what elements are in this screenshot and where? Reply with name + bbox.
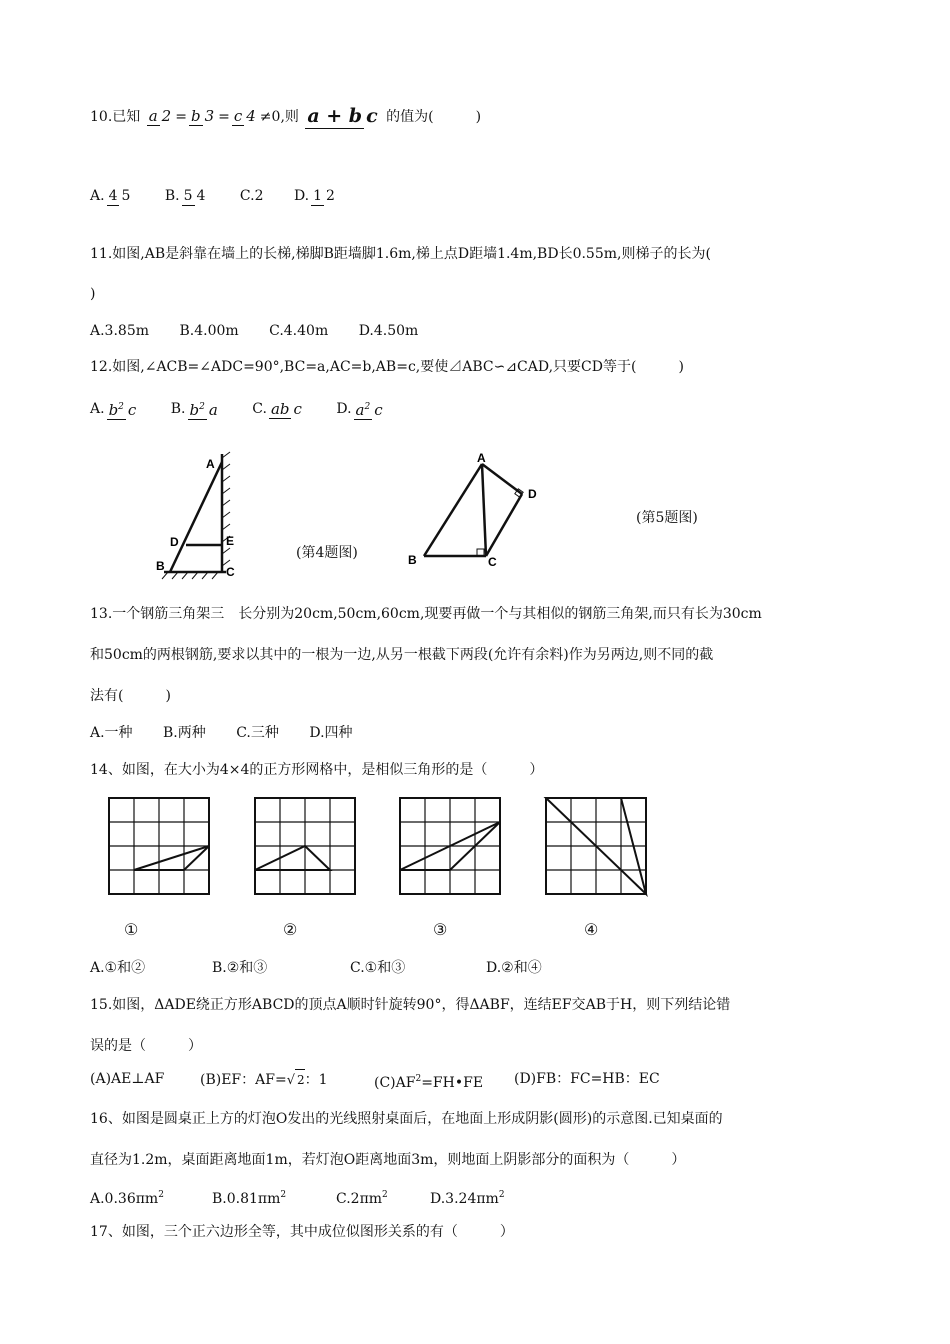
q13-line2: 和50cm的两根钢筋,要求以其中的一根为一边,从另一根截下两段(允许有余料)作为另两边,则不同的截 [90,647,714,663]
q10-neq: ≠0 [259,108,281,125]
q10-frac-a: a 2 [148,107,172,125]
ac-line [482,464,486,556]
q16-option-a: $A.0.36\pi m^2$ [90,1190,164,1207]
triangle-figure [402,448,550,570]
q10-options [90,186,365,206]
q12-options [90,398,413,420]
q11-options [90,321,444,341]
q11-option-a: A.3.85m [90,323,150,339]
dc-line [486,494,522,556]
q12-option-c: C. ab c [252,399,302,418]
q13-option-a: A.一种 [90,725,133,741]
fig5-caption: (第5题图) [636,510,698,526]
grid-figure-1 [106,796,212,898]
q10-target-frac: a + b c [307,105,378,127]
q17-stem: 17、如图，三个正六边形全等，其中成位似图形关系的有（ ） [90,1224,514,1240]
q14-stem: 14、如图，在大小为4×4的正方形网格中，是相似三角形的是（ ） [90,762,544,778]
q10-option-b: B. 5 4 [164,187,206,204]
fig5-label-a: A [477,451,486,465]
grid-figure-4 [543,796,649,898]
q13-option-d: D.四种 [309,725,353,741]
fig4-label-a: A [206,457,215,471]
grid-label-1: ① [124,920,139,939]
q10-option-d: D. 1 2 [293,187,335,204]
q10-prefix: 10.已知 [90,108,141,125]
grid2-triangle [255,846,330,870]
fig4-label-c: C [226,565,235,579]
fig4-label-e: E [226,534,235,548]
q15-option-c: $(C)AF^2=FH•FE$ [374,1074,484,1091]
ladder-line [170,462,222,572]
grid-label-2: ② [283,920,298,939]
fig5-label-d: D [528,487,537,501]
q10-frac-b: b 3 [190,107,215,125]
q11-option-b: B.4.00m [179,323,239,339]
q14-option-b: B.②和③ [212,960,268,976]
grid-figure-3 [397,796,503,898]
q10-frac-c: c 4 [233,107,256,125]
q10-tail: 的值为( ) [386,108,482,125]
ladder-figure [140,448,250,580]
q14-option-d: D.②和④ [486,960,542,976]
q10-stem: 10.已知 a 2 = b 3 = c 4 ≠0,则 a + b c 的值为( ) [90,105,482,127]
q14-option-a: A.①和② [90,960,146,976]
q15-option-b: (B)EF：AF=√ 2：1 [200,1069,328,1091]
q12-stem: 12.如图,∠ACB=∠ADC=90°,BC=a,AC=b,AB=c,要使⊿ABC∽⊿CAD,只要CD等于( ) [90,359,684,375]
q12-option-a: A. $b^2$ c [90,398,140,420]
q13-option-c: C.三种 [236,725,279,741]
ad-line [482,464,522,494]
q11-line2: ) [90,286,96,302]
q13-options [90,723,379,743]
fig4-label-b: B [156,559,165,573]
fig5-label-c: C [488,555,497,569]
q13-line1: 13.一个钢筋三角架三 长分别为20cm,50cm,60cm,现要再做一个与其相似的钢筋三角架,而只有长为30cm [90,606,762,622]
grid-label-4: ④ [584,920,599,939]
grid-figure-2 [252,796,358,898]
q16-option-c: $C.2\pi m^2$ [336,1190,388,1207]
fig4-label-d: D [170,535,179,549]
q16-option-b: $B.0.81\pi m^2$ [212,1190,287,1207]
q12-option-b: B. $b^2$ a [171,398,222,420]
q15-option-a: (A)AE⊥AF [90,1071,165,1087]
grid1-triangle [134,846,209,870]
q12-option-d: D. $a^2$ c [336,398,386,420]
q16-option-d: $D.3.24\pi m^2$ [430,1190,505,1207]
q11-option-d: D.4.50m [358,323,419,339]
q15-option-d: (D)FB：FC=HB：EC [514,1071,660,1087]
q14-option-c: C.①和③ [350,960,406,976]
grid-label-3: ③ [433,920,448,939]
q16-line2: 直径为1.2m，桌面距离地面1m，若灯泡O距离地面3m，则地面上阴影部分的面积为（ ） [90,1152,686,1168]
ab-line [424,464,482,556]
q11-line1: 11.如图,AB是斜靠在墙上的长梯,梯脚B距墙脚1.6m,梯上点D距墙1.4m,BD长0.55m,则梯子的长为( [90,246,711,262]
q10-option-c: C.2 [239,188,264,204]
q10-option-a: A. 4 5 [90,187,131,204]
fig4-caption: (第4题图) [296,545,358,561]
q13-option-b: B.两种 [163,725,206,741]
q11-option-c: C.4.40m [269,323,329,339]
q13-line3: 法有( ) [90,688,171,704]
q15-line1: 15.如图，ΔADE绕正方形ABCD的顶点A顺时针旋转90°，得ΔABF，连结EF交AB于H，则下列结论错 [90,997,731,1013]
fig5-label-b: B [408,553,417,567]
q16-line1: 16、如图是圆桌正上方的灯泡O发出的光线照射桌面后，在地面上形成阴影(圆形)的示意图.已知桌面的 [90,1111,723,1127]
q15-line2: 误的是（ ） [90,1038,202,1054]
